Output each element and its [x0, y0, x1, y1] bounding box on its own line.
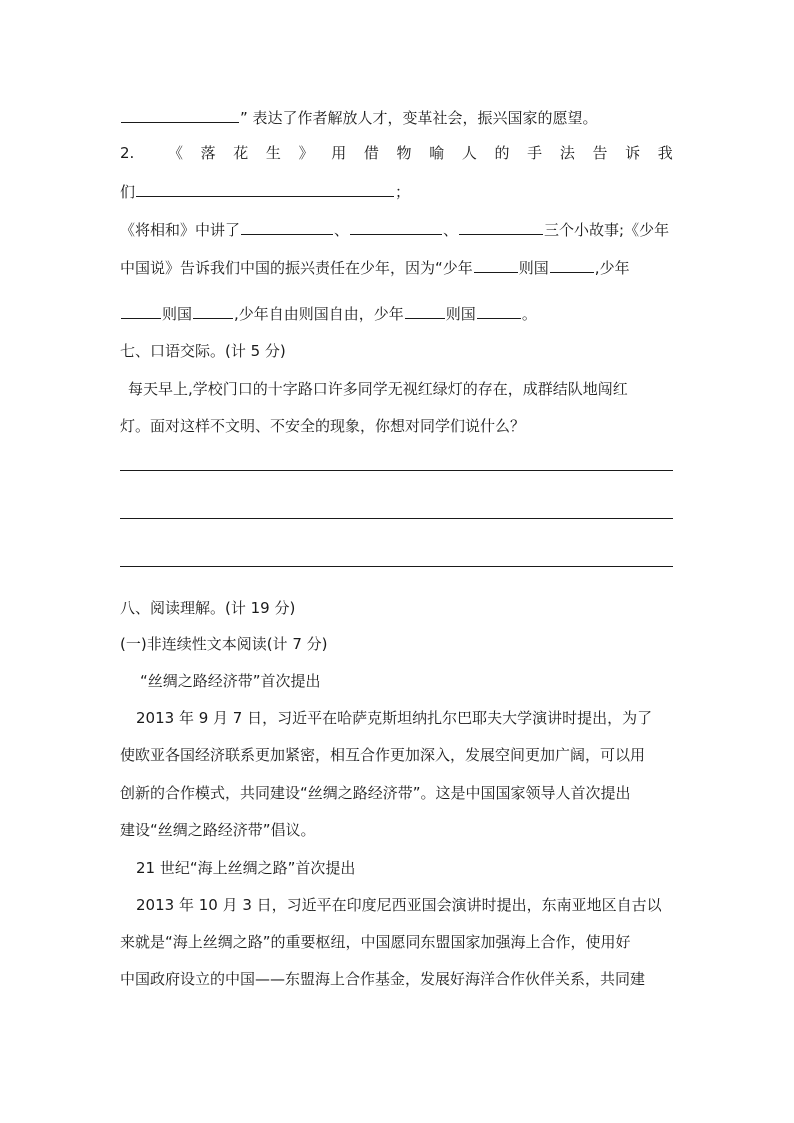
question-char: 《: [167, 144, 183, 162]
line-text: 三个小故事;《少年: [544, 221, 670, 239]
question-char: 告: [592, 144, 608, 162]
answer-blank[interactable]: [474, 256, 518, 273]
question-char: 喻: [429, 144, 445, 162]
question-2-continuation: [120, 180, 680, 202]
question-char: 法: [559, 144, 575, 162]
answer-rule[interactable]: [120, 566, 673, 567]
question-char: 落: [200, 144, 216, 162]
line-text: ,少年自由则国自由，少年: [234, 305, 404, 323]
answer-blank[interactable]: [193, 302, 233, 319]
line-text: 。: [521, 305, 537, 323]
question-char: 物: [396, 144, 412, 162]
answer-rule[interactable]: [120, 470, 673, 471]
article-1-line-4: 建设“丝绸之路经济带”倡议。: [120, 821, 316, 839]
question-char: 生: [265, 144, 281, 162]
section-7-heading: 七、口语交际。(计 5 分): [120, 342, 286, 360]
question-char: 用: [331, 144, 347, 162]
line-text: 中国说》告诉我们中国的振兴责任在少年，因为“少年: [120, 259, 473, 277]
answer-blank[interactable]: [459, 218, 543, 235]
question-char: 》: [298, 144, 314, 162]
answer-rule[interactable]: [120, 518, 673, 519]
line-text: ,少年: [594, 259, 630, 277]
line-text: 、: [334, 221, 350, 239]
article-1-line-2: 使欧亚各国经济联系更加紧密，相互合作更加深入，发展空间更加广阔，可以用: [120, 746, 646, 764]
line-text: 《将相和》中讲了: [120, 221, 241, 239]
line-text: 则国: [445, 305, 476, 323]
question-char: 我: [657, 144, 673, 162]
question-char: 借: [363, 144, 379, 162]
jiang-xiang-he-line: [120, 218, 680, 240]
article-1-line-1: 2013 年 9 月 7 日，习近平在哈萨克斯坦纳扎尔巴耶夫大学演讲时提出，为了: [136, 709, 653, 727]
answer-blank[interactable]: [136, 180, 394, 197]
article-2-line-2: 来就是“海上丝绸之路”的重要枢纽，中国愿同东盟国家加强海上合作，使用好: [120, 933, 631, 951]
article-2-line-3: 中国政府设立的中国——东盟海上合作基金，发展好海洋合作伙伴关系，共同建: [120, 970, 646, 988]
question-char: 人: [461, 144, 477, 162]
answer-blank[interactable]: [350, 218, 442, 235]
answer-line-1: [120, 106, 680, 128]
shaonian-line-2: [120, 302, 680, 324]
question-char: 花: [233, 144, 249, 162]
article-1-line-3: 创新的合作模式，共同建设“丝绸之路经济带”。这是中国国家领导人首次提出: [120, 784, 631, 802]
section-8-sub-heading: (一)非连续性文本阅读(计 7 分): [120, 635, 328, 653]
question-char: 手: [527, 144, 543, 162]
oral-prompt-line-1: 每天早上,学校门口的十字路口许多同学无视红绿灯的存在，成群结队地闯红: [128, 380, 628, 398]
question-number: 2.: [120, 144, 135, 162]
line-text: ；: [395, 183, 411, 201]
question-char: 的: [494, 144, 510, 162]
section-8-heading: 八、阅读理解。(计 19 分): [120, 599, 296, 617]
article-2-line-1: 2013 年 10 月 3 日，习近平在印度尼西亚国会演讲时提出，东南亚地区自古以: [136, 896, 662, 914]
shaonian-line-1: [120, 256, 680, 278]
oral-prompt-line-2: 灯。面对这样不文明、不安全的现象，你想对同学们说什么？: [120, 417, 526, 435]
line-text: 则国: [162, 305, 193, 323]
article-2-title: 21 世纪“海上丝绸之路”首次提出: [136, 859, 356, 877]
question-char: 诉: [625, 144, 641, 162]
line-text: 、: [443, 221, 459, 239]
answer-blank[interactable]: [121, 302, 161, 319]
answer-blank[interactable]: [477, 302, 521, 319]
line-text: ” 表达了作者解放人才，变革社会，振兴国家的愿望。: [240, 109, 598, 127]
answer-blank[interactable]: [121, 106, 239, 123]
question-2-line: [120, 143, 680, 163]
answer-blank[interactable]: [241, 218, 333, 235]
question-2-text: [120, 143, 673, 163]
answer-blank[interactable]: [550, 256, 594, 273]
line-text: 们: [120, 183, 136, 201]
answer-blank[interactable]: [405, 302, 445, 319]
article-1-title: “丝绸之路经济带”首次提出: [140, 672, 321, 690]
line-text: 则国: [518, 259, 549, 277]
